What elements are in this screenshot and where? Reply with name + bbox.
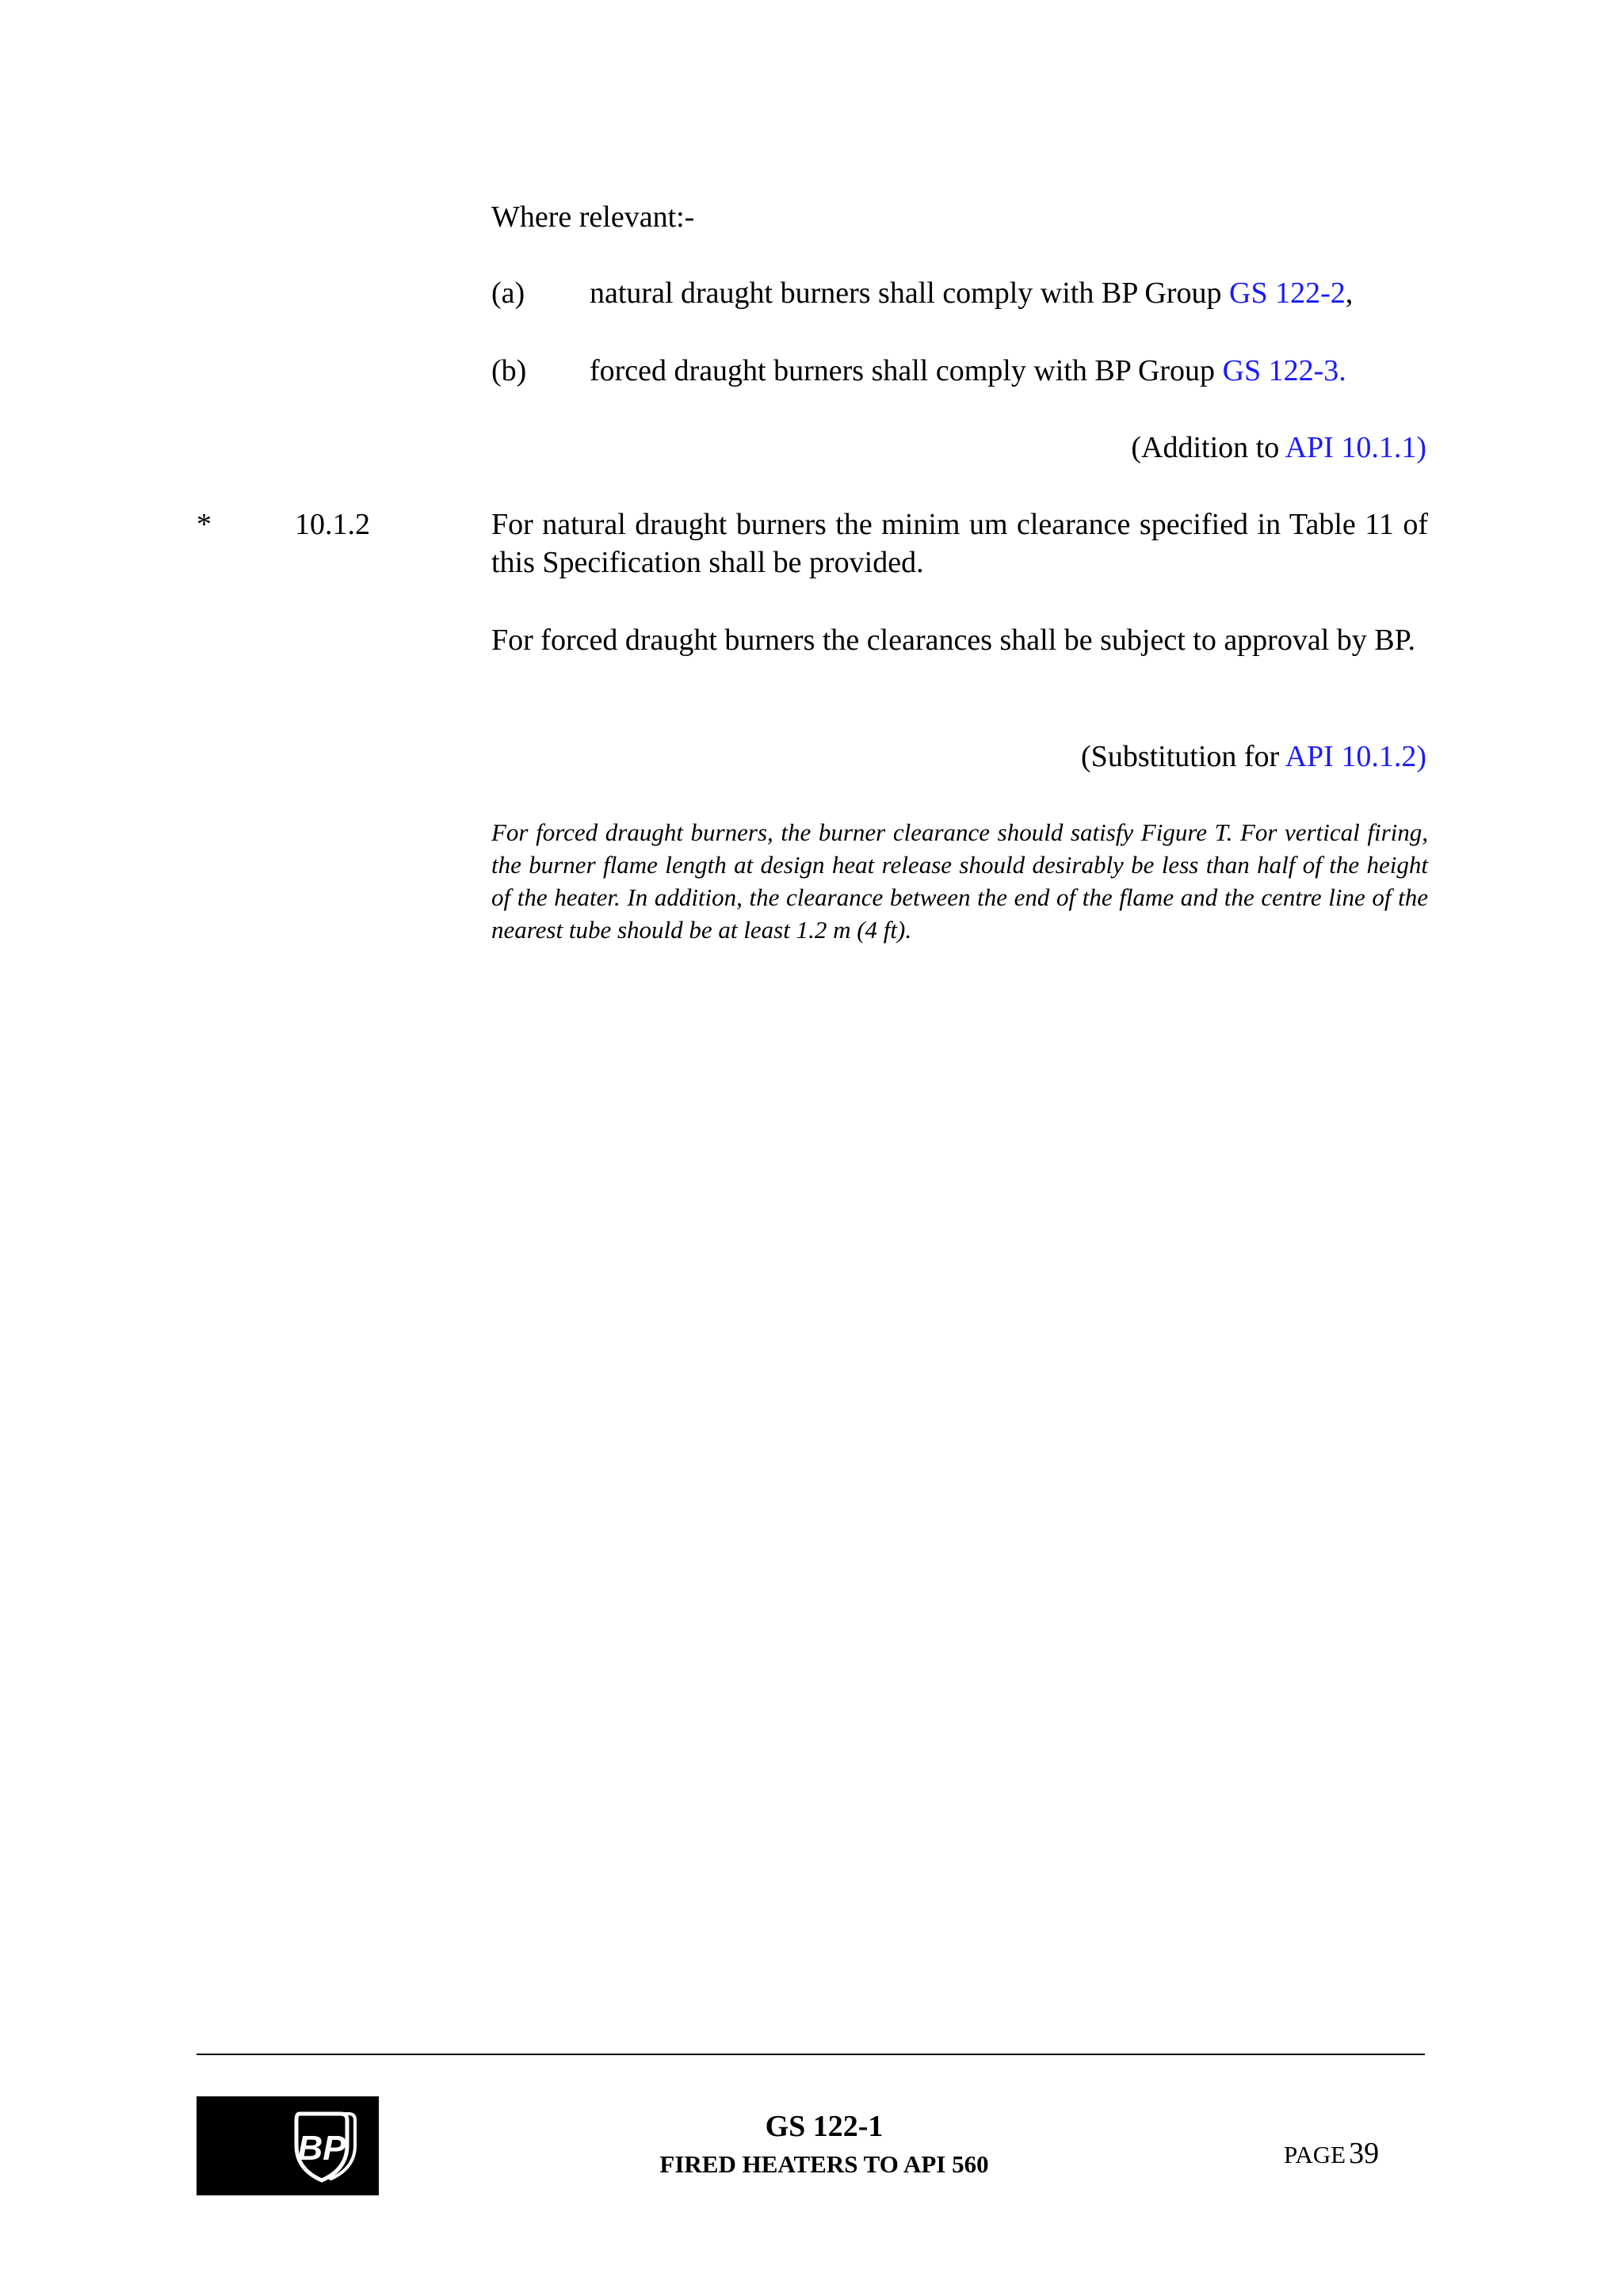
substitution-reference (491, 738, 1426, 776)
gs-122-3-link[interactable]: GS 122-3. (1222, 354, 1346, 387)
item-b-label: (b) (491, 354, 527, 387)
substitution-text: (Substitution for (1081, 740, 1285, 773)
api-10-1-1-link[interactable]: API 10.1.1) (1285, 431, 1426, 464)
item-a-suffix: , (1345, 277, 1354, 310)
bp-logo (197, 2096, 379, 2195)
section-number: 10.1.2 (295, 508, 370, 541)
guidance-note: For forced draught burners, the burner clearance should satisfy Figure T. For vertical firing, the burner flame length at design heat release should desirably be less than half of the height of the heater. In addition, the clearance between the end of the flame and the centre line of the nearest tube should be at least 1.2 m (4 ft). (491, 818, 1428, 944)
item-a-text (590, 274, 1353, 312)
page-number: 39 (1349, 2137, 1380, 2170)
gs-122-2-link[interactable]: GS 122-2 (1229, 277, 1346, 310)
addition-text: (Addition to (1131, 431, 1285, 464)
footer-divider (197, 2054, 1425, 2055)
item-b-text (590, 352, 1346, 390)
item-b-body: forced draught burners shall comply with BP Group (590, 354, 1223, 387)
page-indicator (1284, 2136, 1379, 2171)
section-marker: * (197, 508, 212, 541)
footer-doc-title: FIRED HEATERS TO API 560 (659, 2150, 989, 2178)
section-paragraph-1: For natural draught burners the minim um clearance specified in Table 11 of this Specification shall be provided. (491, 508, 1428, 579)
section-paragraph-2: For forced draught burners the clearances shall be subject to approval by BP. (491, 624, 1416, 657)
item-a-body: natural draught burners shall comply with BP Group (590, 277, 1230, 310)
addition-reference (491, 429, 1426, 467)
footer-doc-code: GS 122-1 (765, 2110, 884, 2143)
bp-logo-text: BP (297, 2129, 346, 2168)
bp-shield-icon (197, 2096, 379, 2195)
page-label: PAGE (1284, 2141, 1346, 2168)
item-a-label: (a) (491, 277, 525, 310)
api-10-1-2-link[interactable]: API 10.1.2) (1285, 740, 1426, 773)
intro-text: Where relevant:- (491, 200, 695, 234)
